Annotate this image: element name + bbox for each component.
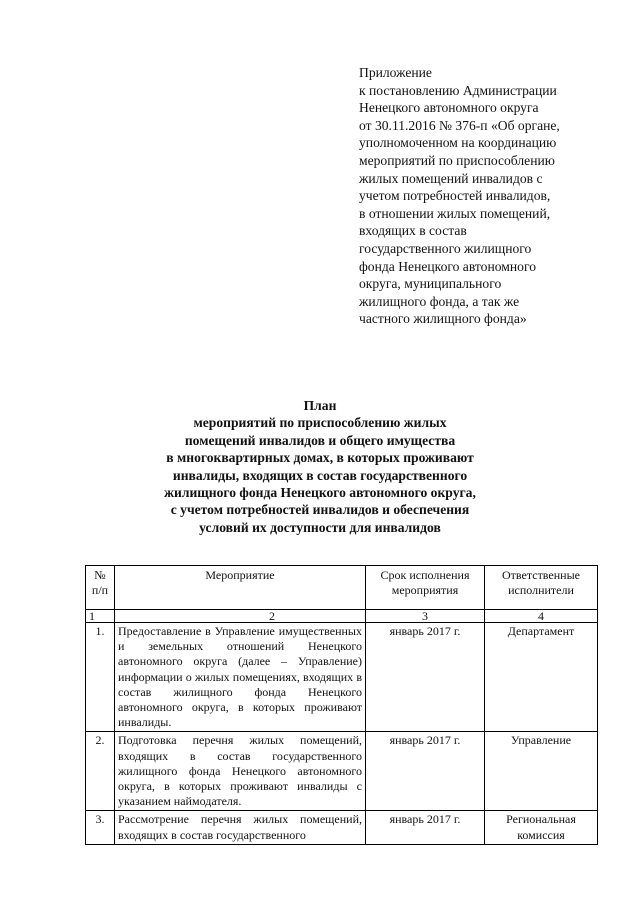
row-num: 1.	[86, 623, 115, 732]
plan-title-line: инвалиды, входящих в состав государственного	[172, 467, 468, 483]
row-event: Рассмотрение перечня жилых помещений, входящих в состав государственного	[115, 811, 366, 844]
appendix-line: фонда Ненецкого автономного	[359, 258, 536, 274]
header-num-line1: №	[94, 568, 106, 582]
appendix-line: жилищного фонда, а так же	[359, 293, 520, 309]
appendix-line: жилых помещений инвалидов с	[359, 170, 543, 186]
header-responsible-line2: исполнители	[508, 583, 574, 598]
row-num: 2.	[86, 732, 115, 811]
column-number: 4	[485, 610, 598, 623]
row-responsible-line2: комиссия	[517, 827, 565, 842]
row-responsible	[485, 732, 598, 811]
header-responsible	[485, 566, 598, 610]
appendix-line: уполномоченном на координацию	[359, 135, 557, 151]
plan-title-line: условий их доступности для инвалидов	[199, 519, 441, 535]
table-header-row	[86, 566, 598, 610]
header-responsible-line1: Ответственные	[502, 568, 580, 582]
plan-title-line: План	[303, 398, 337, 413]
row-deadline: январь 2017 г.	[366, 732, 485, 811]
appendix-line: в отношении жилых помещений,	[359, 205, 551, 221]
header-event	[115, 566, 366, 610]
row-event: Подготовка перечня жилых помещений, входящих в состав государственного жилищного фонда Ненецкого автономного округа, в которых проживают инвалиды с указанием наймодателя.	[115, 732, 366, 811]
row-responsible	[485, 623, 598, 732]
header-event-label: Мероприятие	[205, 568, 275, 582]
appendix-block	[359, 64, 614, 328]
appendix-line: от 30.11.2016 № 376-п «Об органе,	[359, 117, 560, 133]
appendix-line: учетом потребностей инвалидов,	[359, 188, 551, 204]
table-row	[86, 623, 598, 732]
appendix-line: частного жилищного фонда»	[359, 311, 527, 327]
column-number: 3	[366, 610, 485, 623]
table-row	[86, 732, 598, 811]
row-deadline: январь 2017 г.	[366, 623, 485, 732]
header-deadline-line2: мероприятия	[391, 583, 459, 598]
plan-title-line: жилищного фонда Ненецкого автономного округа,	[164, 485, 476, 501]
plan-title-line: с учетом потребностей инвалидов и обеспечения	[170, 502, 470, 518]
header-num-line2: п/п	[91, 583, 109, 598]
header-deadline	[366, 566, 485, 610]
appendix-line: округа, муниципального	[359, 276, 502, 292]
row-responsible-line1: Управление	[510, 733, 572, 748]
column-number: 1	[86, 610, 115, 623]
appendix-line: мероприятий по приспособлению	[359, 152, 555, 168]
row-num: 3.	[86, 811, 115, 844]
header-num	[86, 566, 115, 610]
plan-title	[120, 397, 520, 536]
row-responsible	[485, 811, 598, 844]
appendix-line: Приложение	[359, 65, 432, 80]
plan-title-line: мероприятий по приспособлению жилых	[193, 415, 447, 431]
column-number: 2	[115, 610, 366, 623]
table-row	[86, 811, 598, 844]
row-event: Предоставление в Управление имущественных и земельных отношений Ненецкого автономного округа (далее – Управление) информации о жилых помещениях, входящих в состав жилищного фонда Ненецкого автономного округа, в которых проживают инвалиды.	[115, 623, 366, 732]
appendix-line: входящих в состав	[359, 223, 467, 239]
header-deadline-line1: Срок исполнения	[380, 568, 470, 582]
appendix-line: государственного жилищного	[359, 240, 532, 256]
plan-table	[85, 565, 598, 845]
column-numbers-row	[86, 610, 598, 623]
row-responsible-line1: Региональная	[506, 812, 576, 827]
row-deadline: январь 2017 г.	[366, 811, 485, 844]
plan-title-line: помещений инвалидов и общего имущества	[184, 432, 456, 448]
row-responsible-line1: Департамент	[507, 624, 575, 638]
appendix-line: Ненецкого автономного округа	[359, 100, 539, 116]
appendix-line: к постановлению Администрации	[359, 82, 557, 98]
plan-title-line: в многоквартирных домах, в которых проживают	[166, 450, 474, 466]
